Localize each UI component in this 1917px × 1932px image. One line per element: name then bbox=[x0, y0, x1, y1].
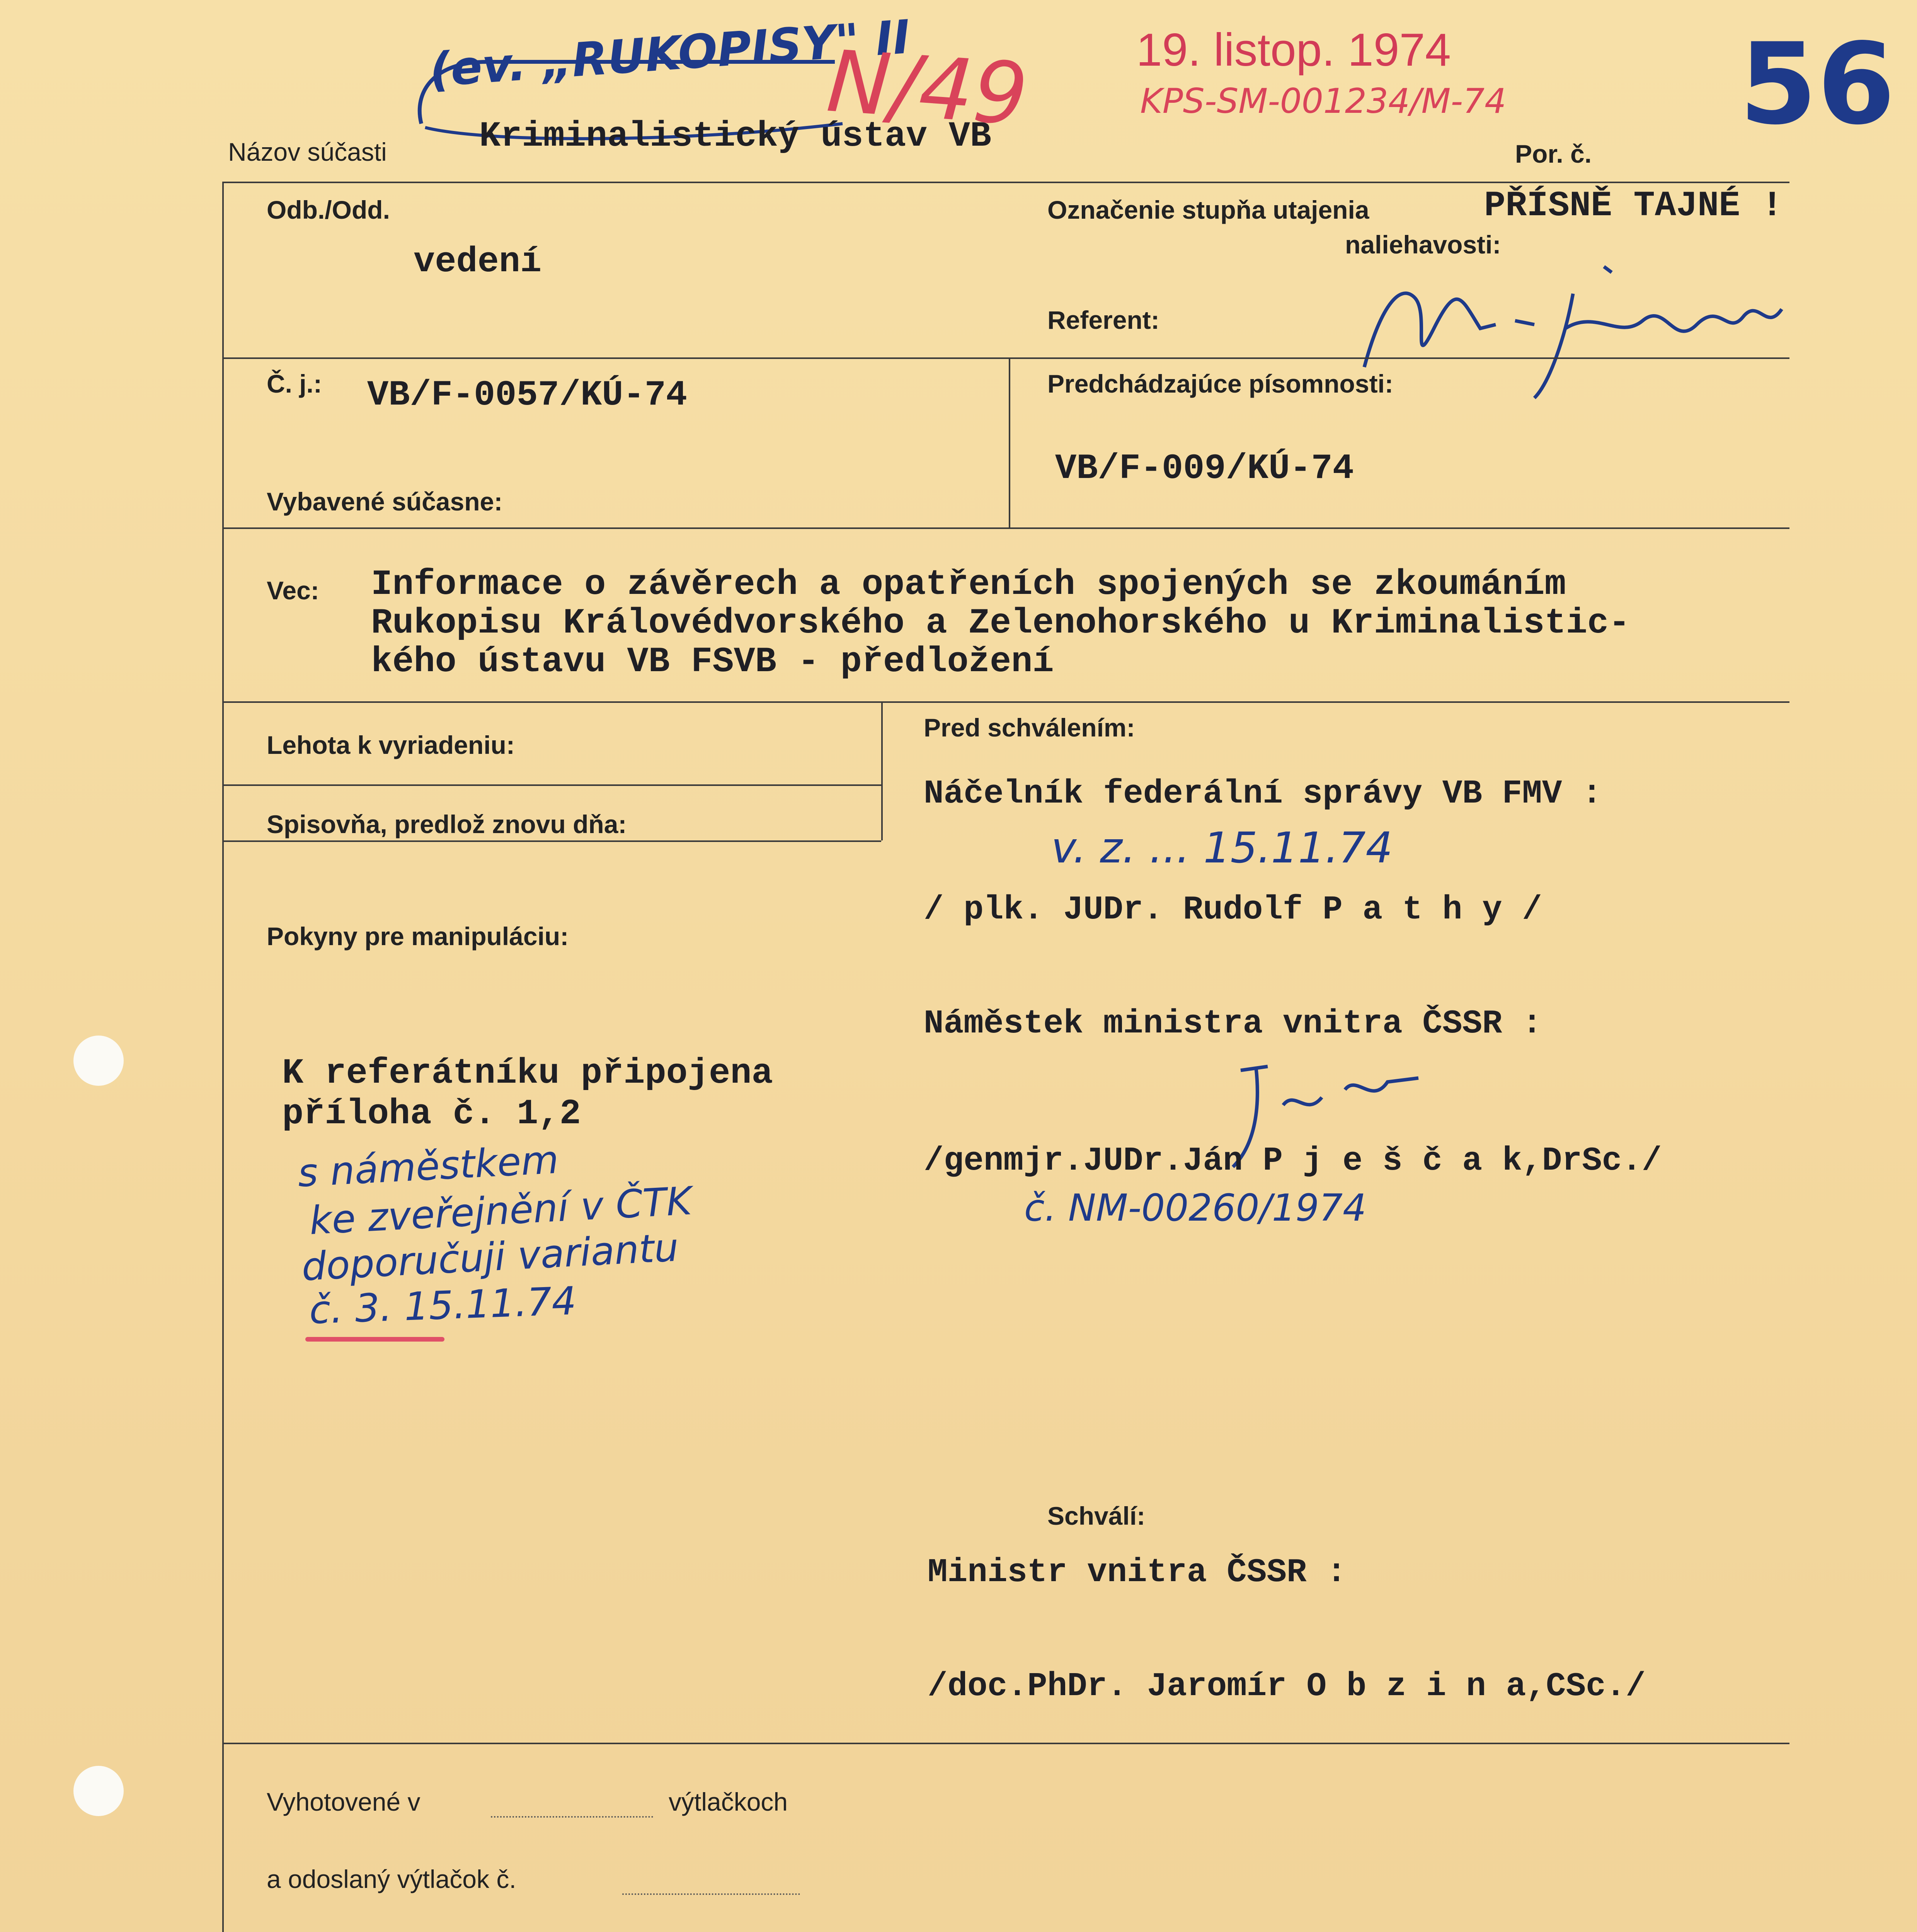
vyhotovene-dots bbox=[491, 1816, 653, 1818]
odoslany-dots bbox=[622, 1893, 800, 1895]
vybavene-label: Vybavené súčasne: bbox=[267, 487, 503, 516]
handwritten-note-1: s náměstkem bbox=[296, 1137, 560, 1196]
por-label: Por. č. bbox=[1515, 139, 1592, 168]
handwritten-note-2: ke zveřejnění v ČTK bbox=[308, 1178, 693, 1243]
punch-hole-bottom bbox=[73, 1766, 124, 1816]
spisovna-rule bbox=[222, 840, 881, 842]
cj-value: VB/F-0057/KÚ-74 bbox=[367, 375, 688, 415]
pjescak-name: /genmjr.JUDr.Ján P j e š č a k,DrSc./ bbox=[924, 1142, 1662, 1180]
cj-label: Č. j.: bbox=[267, 369, 322, 398]
punch-hole-top bbox=[73, 1036, 124, 1086]
vec-line-2: Rukopisu Královédvorského a Zelenohorského u Kriminalistic- bbox=[371, 603, 1630, 643]
vec-line-3: kého ústavu VB FSVB - předložení bbox=[371, 641, 1054, 682]
left-rule bbox=[222, 182, 224, 1932]
schvali-label: Schválí: bbox=[1047, 1502, 1146, 1530]
vec-bottom-rule bbox=[222, 701, 1789, 703]
handwritten-note-4: č. 3. 15.11.74 bbox=[308, 1278, 577, 1333]
middle-divider bbox=[881, 701, 883, 840]
stamp-date: 19. listop. 1974 bbox=[1136, 24, 1451, 76]
vec-line-1: Informace o závěrech a opatřeních spojených se zkoumáním bbox=[371, 564, 1566, 605]
obzina-name: /doc.PhDr. Jaromír O b z i n a,CSc./ bbox=[928, 1667, 1646, 1705]
referent-signature bbox=[1333, 251, 1817, 406]
red-underline bbox=[305, 1337, 444, 1342]
lehota-rule bbox=[222, 784, 881, 786]
predch-label: Predchádzajúce písomnosti: bbox=[1047, 369, 1393, 398]
nazov-value: Kriminalistický ústav VB bbox=[479, 116, 992, 156]
handwritten-note-3: doporučuji variantu bbox=[300, 1225, 680, 1290]
nazov-label: Názov súčasti bbox=[228, 138, 387, 166]
predch-value: VB/F-009/KÚ-74 bbox=[1055, 448, 1354, 489]
odb-value: vedení bbox=[414, 242, 542, 282]
signatures-bottom-rule bbox=[222, 1743, 1789, 1744]
handwritten-nacelnik: v. z. ... 15.11.74 bbox=[1051, 823, 1393, 872]
handwritten-rukopisy: (ev. „RUKOPISY" II bbox=[427, 10, 912, 98]
pred-schvalenim-label: Pred schválením: bbox=[924, 713, 1135, 742]
vyhotovene-label: Vyhotovené v bbox=[267, 1787, 421, 1816]
block1-bottom-rule bbox=[222, 357, 1789, 359]
vytlackoch-label: výtlačkoch bbox=[669, 1787, 788, 1816]
priloha-line-2: příloha č. 1,2 bbox=[282, 1094, 581, 1134]
nacelnik-title: Náčelník federální správy VB FMV : bbox=[924, 775, 1602, 813]
pokyny-label: Pokyny pre manipuláciu: bbox=[267, 922, 569, 951]
spisovna-label: Spisovňa, predlož znovu dňa: bbox=[267, 810, 627, 838]
page-number: 56 bbox=[1739, 19, 1895, 150]
oznacenie-value: PŘÍSNĚ TAJNÉ ! bbox=[1484, 185, 1783, 226]
odoslany-label: a odoslaný výtlačok č. bbox=[267, 1865, 516, 1893]
pathy-name: / plk. JUDr. Rudolf P a t h y / bbox=[924, 891, 1542, 929]
odb-label: Odb./Odd. bbox=[267, 196, 390, 224]
namestek-title: Náměstek ministra vnitra ČSSR : bbox=[924, 1005, 1542, 1043]
handwritten-nmv-ref: č. NM-00260/1974 bbox=[1024, 1186, 1367, 1230]
handwritten-n49-top: N/49 bbox=[824, 32, 1031, 145]
vec-label: Vec: bbox=[267, 576, 319, 605]
block2-bottom-rule bbox=[222, 527, 1789, 529]
referent-label: Referent: bbox=[1047, 306, 1159, 334]
stamp-reference: KPS-SM-001234/M-74 bbox=[1140, 81, 1507, 121]
priloha-line-1: K referátníku připojena bbox=[282, 1053, 773, 1094]
lehota-label: Lehota k vyriadeniu: bbox=[267, 731, 515, 759]
oznacenie-label: Označenie stupňa utajenia bbox=[1047, 196, 1369, 224]
naliehavosti-label: naliehavosti: bbox=[1345, 230, 1501, 259]
top-rule bbox=[222, 182, 1789, 183]
ministr-title: Ministr vnitra ČSSR : bbox=[928, 1553, 1347, 1591]
block2-divider bbox=[1009, 357, 1010, 527]
